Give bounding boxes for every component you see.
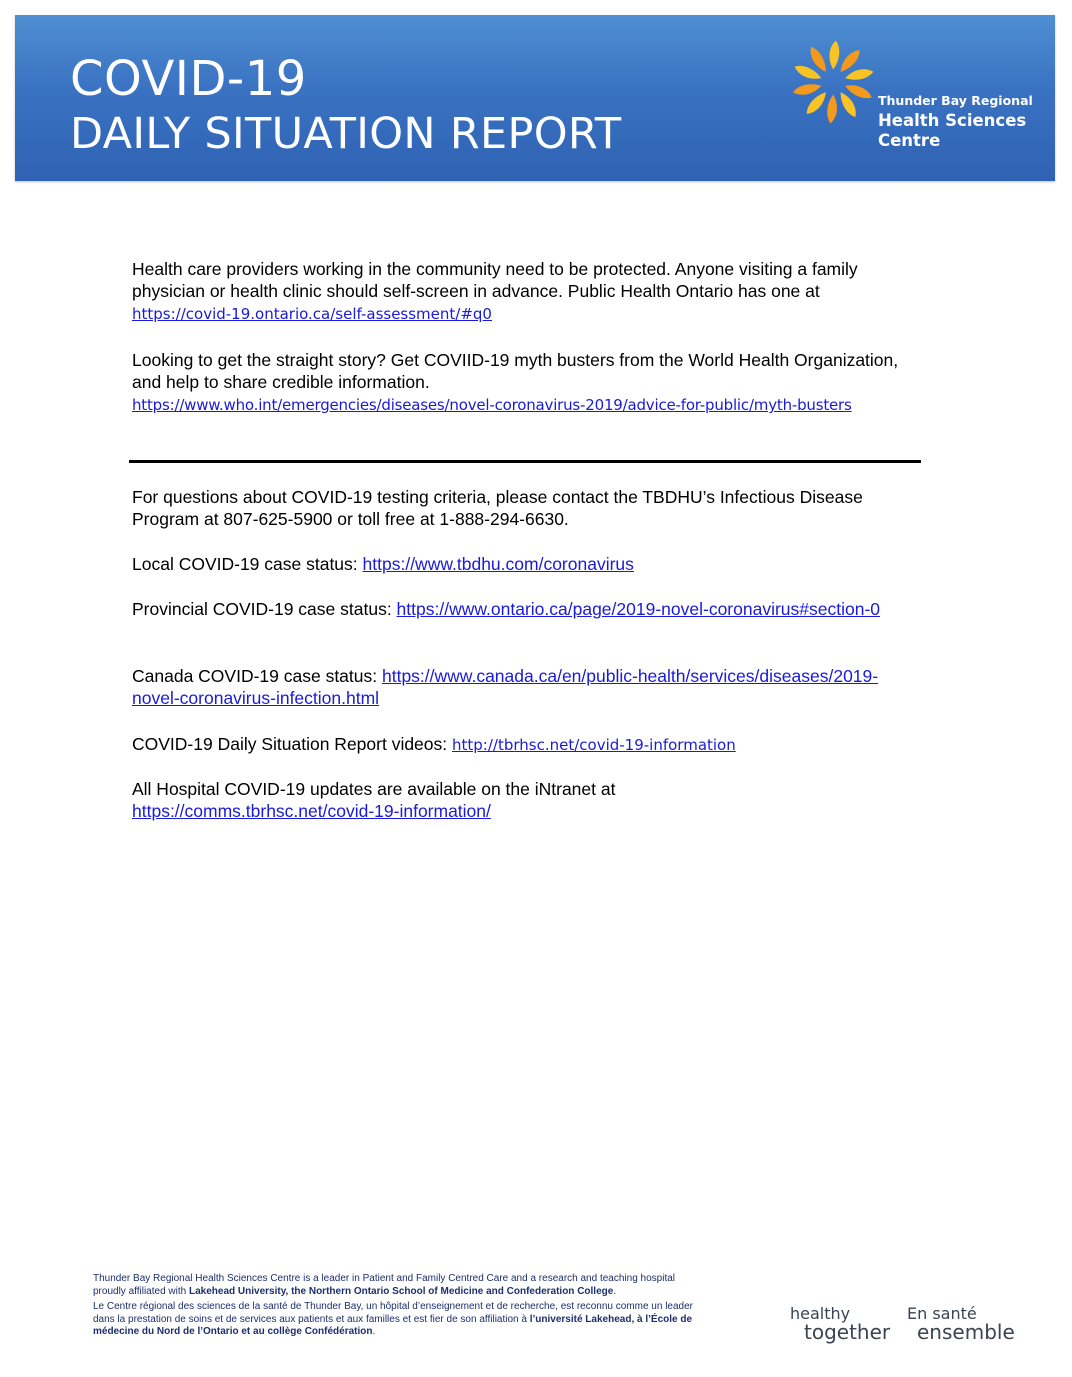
org-name-line3: Centre — [878, 131, 941, 151]
canada-status-link[interactable]: https://www.canada.ca/en/public-health/services/diseases/2019-novel-coronavirus-infection.html — [132, 666, 879, 708]
self-screen-paragraph — [132, 258, 922, 325]
org-name-line2: Health Sciences — [878, 110, 1027, 130]
intranet-paragraph — [132, 778, 922, 822]
local-status-label: Local COVID-19 case status: — [132, 554, 363, 574]
healthy-together-bottom: together — [804, 1320, 891, 1344]
myth-busters-paragraph — [132, 349, 922, 416]
intranet-link[interactable]: https://comms.tbrhsc.net/covid-19-information/ — [132, 801, 491, 821]
provincial-status-link[interactable]: https://www.ontario.ca/page/2019-novel-coronavirus#section-0 — [396, 599, 881, 619]
self-assessment-link[interactable]: https://covid-19.ontario.ca/self-assessment/#q0 — [132, 305, 492, 323]
sun-logo-icon — [790, 37, 880, 127]
myth-busters-text: Looking to get the straight story? Get COVIID-19 myth busters from the World Health Organization, and help to share credible information. — [132, 350, 899, 392]
en-sante-ensemble-top: En santé — [907, 1304, 977, 1323]
testing-criteria-text: For questions about COVID-19 testing criteria, please contact the TBDHU’s Infectious Disease Program at 807-625-5900 or toll free at 1-888-294-6630. — [132, 487, 863, 529]
canada-status-label: Canada COVID-19 case status: — [132, 666, 382, 686]
myth-busters-link[interactable]: https://www.who.int/emergencies/diseases/novel-coronavirus-2019/advice-for-public/myth-busters — [132, 396, 852, 414]
report-title — [70, 51, 622, 159]
provincial-status-label: Provincial COVID-19 case status: — [132, 599, 397, 619]
videos-link[interactable]: http://tbrhsc.net/covid-19-information — [452, 736, 736, 754]
self-screen-text: Health care providers working in the community need to be protected. Anyone visiting a family physician or health clinic should self-screen in advance. Public Health Ontario has one at — [132, 259, 858, 301]
report-header-banner — [15, 15, 1055, 181]
organization-name — [878, 93, 1033, 152]
footer-french-text: Le Centre régional des sciences de la santé de Thunder Bay, un hôpital d’enseignement et de recherche, est reconnu comme un leader dans la prestation de soins et de services aux patients et aux familles et est fier de son affiliation à — [93, 1301, 694, 1325]
videos-paragraph — [132, 733, 922, 756]
canada-status-paragraph — [132, 665, 922, 709]
footer-french-bold: l’université Lakehead, à l’École de médecine du Nord de l’Ontario et au collège Confédération — [93, 1313, 693, 1337]
en-sante-ensemble-bottom: ensemble — [917, 1320, 1015, 1344]
local-status-paragraph — [132, 553, 922, 575]
footer-french — [93, 1301, 703, 1339]
healthy-together-top: healthy — [790, 1304, 851, 1323]
footer-affiliation — [93, 1273, 703, 1342]
report-title-line2: DAILY SITUATION REPORT — [70, 109, 622, 159]
local-status-link[interactable]: https://www.tbdhu.com/coronavirus — [362, 554, 634, 574]
provincial-status-paragraph — [132, 598, 922, 620]
section-divider — [129, 460, 921, 463]
footer-french-end: . — [372, 1326, 376, 1337]
videos-label: COVID-19 Daily Situation Report videos: — [132, 734, 452, 754]
footer-english — [93, 1273, 703, 1298]
intranet-text: All Hospital COVID-19 updates are available on the iNtranet at — [132, 779, 616, 799]
org-name-line1: Thunder Bay Regional — [878, 93, 1033, 108]
report-title-line1: COVID-19 — [70, 51, 307, 107]
en-sante-ensemble-logo — [907, 1306, 1015, 1342]
footer-english-bold: Lakehead University, the Northern Ontario School of Medicine and Confederation College — [188, 1285, 614, 1297]
testing-criteria-paragraph — [132, 486, 922, 530]
footer-english-text: Thunder Bay Regional Health Sciences Centre is a leader in Patient and Family Centred Care and a research and teaching hospital proudly affiliated with — [93, 1273, 676, 1297]
healthy-together-logo — [790, 1306, 890, 1342]
footer-english-end: . — [613, 1285, 617, 1297]
